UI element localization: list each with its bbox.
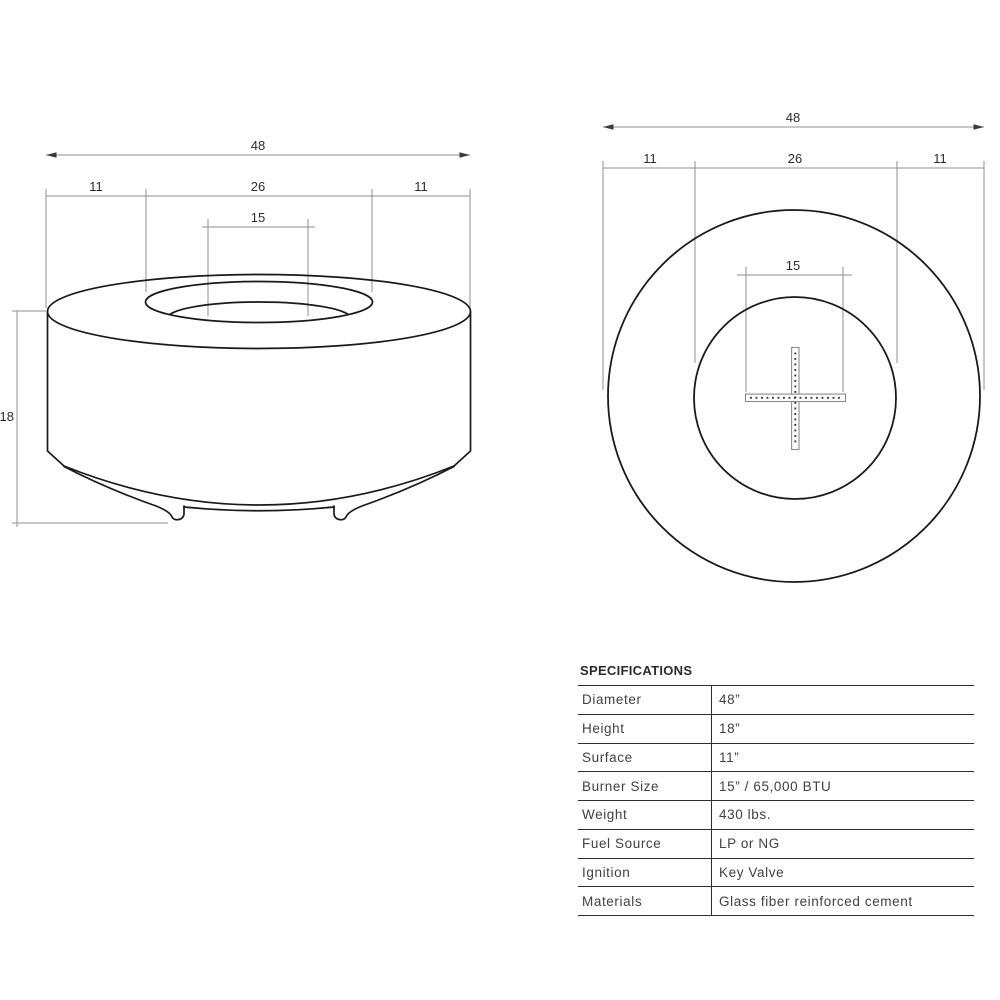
table-row <box>578 715 974 744</box>
spec-value-ignition: Key Valve <box>719 864 785 880</box>
side-dim-label-18: 18 <box>0 409 14 424</box>
side-top-rim <box>48 275 471 349</box>
side-body-bottom <box>64 466 454 505</box>
table-row <box>578 686 974 715</box>
spec-value-materials: Glass fiber reinforced cement <box>719 893 913 909</box>
specifications-table <box>578 685 974 916</box>
side-right-wall <box>454 312 471 467</box>
side-view-body <box>48 275 471 520</box>
spec-label-surface: Surface <box>578 744 712 772</box>
arrowhead-left-icon <box>603 124 614 129</box>
side-view <box>0 138 471 527</box>
specifications-title: SPECIFICATIONS <box>580 663 693 678</box>
side-dim-label-11-left: 11 <box>89 179 103 194</box>
side-left-wall <box>48 312 65 467</box>
spec-label-materials: Materials <box>578 887 712 915</box>
spec-label-height: Height <box>578 715 712 743</box>
spec-value-fuel-source: LP or NG <box>719 836 780 852</box>
top-dim-label-15: 15 <box>785 258 801 273</box>
side-dim-label-48: 48 <box>250 138 266 153</box>
table-row <box>578 744 974 773</box>
side-base-bottom-edge <box>184 507 334 511</box>
table-row <box>578 859 974 888</box>
spec-value-diameter: 48” <box>719 692 741 708</box>
spec-label-ignition: Ignition <box>578 859 712 887</box>
side-base-right <box>334 467 454 520</box>
spec-value-surface: 11” <box>719 749 740 765</box>
top-dim-label-11-right: 11 <box>933 151 947 166</box>
arrowhead-right-icon <box>974 124 985 129</box>
side-base-left <box>64 467 184 520</box>
spec-label-diameter: Diameter <box>578 686 712 714</box>
top-dim-label-11-left: 11 <box>643 151 657 166</box>
table-row <box>578 801 974 830</box>
burner-cross <box>746 348 846 450</box>
arrowhead-right-icon <box>460 152 471 157</box>
table-row <box>578 887 974 916</box>
arrowhead-left-icon <box>46 152 57 157</box>
table-row <box>578 830 974 859</box>
specifications-section <box>578 663 974 916</box>
top-view <box>603 110 984 582</box>
spec-label-burner-size: Burner Size <box>578 772 712 800</box>
side-dim-label-26: 26 <box>250 179 266 194</box>
table-row <box>578 772 974 801</box>
side-dim-label-11-right: 11 <box>414 179 428 194</box>
spec-value-height: 18” <box>719 721 741 737</box>
spec-label-fuel-source: Fuel Source <box>578 830 712 858</box>
spec-value-weight: 430 lbs. <box>719 807 772 823</box>
spec-value-burner-size: 15” / 65,000 BTU <box>719 778 832 794</box>
spec-label-weight: Weight <box>578 801 712 829</box>
top-dim-label-26: 26 <box>787 151 803 166</box>
side-dim-surface-row <box>46 189 470 308</box>
side-dim-label-15: 15 <box>250 210 266 225</box>
top-dim-label-48: 48 <box>785 110 801 125</box>
